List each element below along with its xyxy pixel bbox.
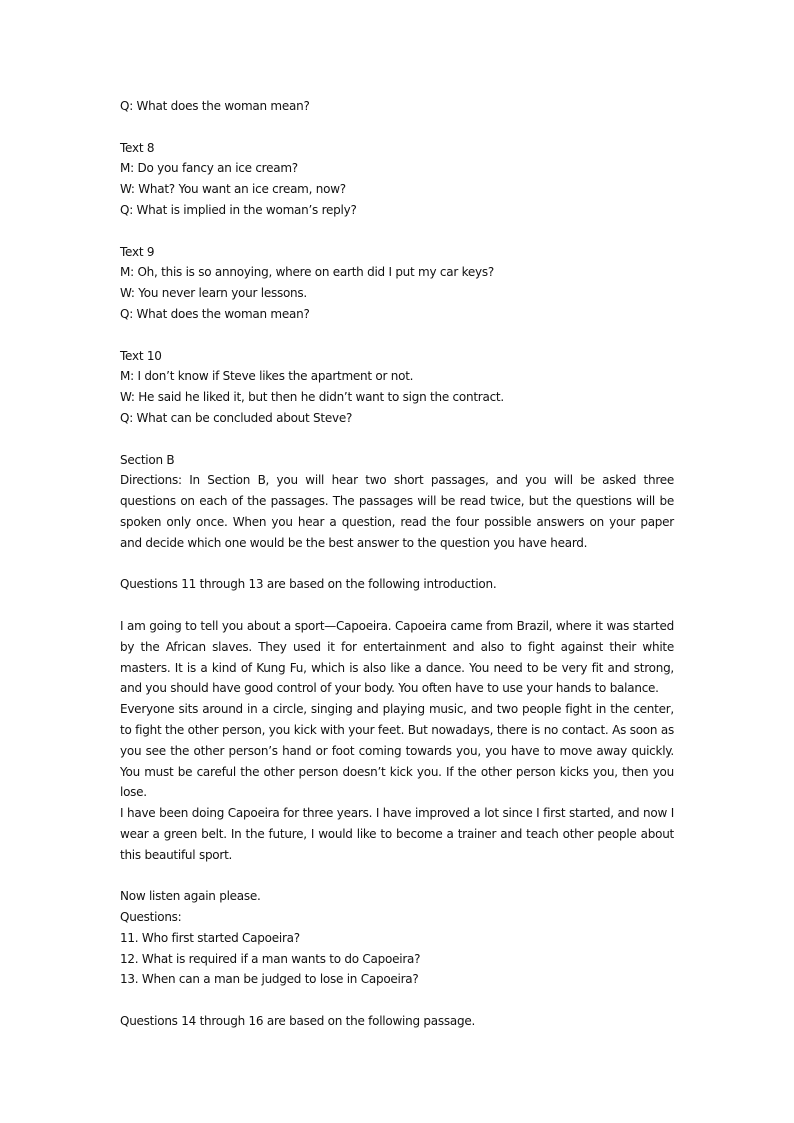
section-b-heading: Section B <box>120 452 175 467</box>
text10-heading: Text 10 <box>120 348 162 363</box>
spacer <box>120 325 674 346</box>
spacer <box>120 117 674 138</box>
text10-line: M: I don’t know if Steve likes the apartment or not. <box>120 369 414 384</box>
text8-heading: Text 8 <box>120 140 155 155</box>
text7-question: Q: What does the woman mean? <box>120 99 310 113</box>
spacer <box>120 554 674 575</box>
passage-paragraph: I have been doing Capoeira for three years. I have improved a lot since I first started, and now I wear a green belt. In the future, I would like to become a trainer and teach other people about this beautiful sport. <box>120 806 674 862</box>
spacer <box>120 429 674 450</box>
question-item: 12. What is required if a man wants to do Capoeira? <box>120 951 421 966</box>
question-item: 13. When can a man be judged to lose in Capoeira? <box>120 972 419 987</box>
text8-line: M: Do you fancy an ice cream? <box>120 161 298 176</box>
listen-again-note: Now listen again please. <box>120 889 261 904</box>
text9-heading: Text 9 <box>120 244 155 259</box>
text9-line: W: You never learn your lessons. <box>120 286 307 301</box>
spacer <box>120 221 674 242</box>
spacer <box>120 865 674 886</box>
text10-line: Q: What can be concluded about Steve? <box>120 410 353 425</box>
section-b-directions: Directions: In Section B, you will hear two short passages, and you will be asked three questions on each of the passages. The passages will be read twice, but the questions will be spoken only once. When you hear a question, read the four possible answers on your paper and decide which one would be the best answer to the question you have heard. <box>120 473 674 550</box>
spacer <box>120 595 674 616</box>
spacer <box>120 990 674 1011</box>
questions-14-16-intro: Questions 14 through 16 are based on the following passage. <box>120 1014 476 1029</box>
questions-label: Questions: <box>120 910 182 925</box>
text8-line: W: What? You want an ice cream, now? <box>120 182 346 197</box>
text10-line: W: He said he liked it, but then he didn’t want to sign the contract. <box>120 390 504 405</box>
text8-line: Q: What is implied in the woman’s reply? <box>120 202 357 217</box>
passage-paragraph: Everyone sits around in a circle, singing and playing music, and two people fight in the center, to fight the other person, you kick with your feet. But nowadays, there is no contact. As soon as you see the other person’s hand or foot coming towards you, you have to move away quickly. You must be careful the other person doesn’t kick you. If the other person kicks you, then you lose. <box>120 702 674 800</box>
document-page <box>120 96 674 1032</box>
text9-line: M: Oh, this is so annoying, where on earth did I put my car keys? <box>120 265 494 280</box>
questions-11-13-intro: Questions 11 through 13 are based on the following introduction. <box>120 577 497 592</box>
text9-line: Q: What does the woman mean? <box>120 306 310 321</box>
passage-paragraph: I am going to tell you about a sport—Capoeira. Capoeira came from Brazil, where it was started by the African slaves. They used it for entertainment and also to fight against their white masters. It is a kind of Kung Fu, which is also like a dance. You need to be very fit and strong, and you should have good control of your body. You often have to use your hands to balance. <box>120 618 674 696</box>
question-item: 11. Who first started Capoeira? <box>120 930 300 945</box>
